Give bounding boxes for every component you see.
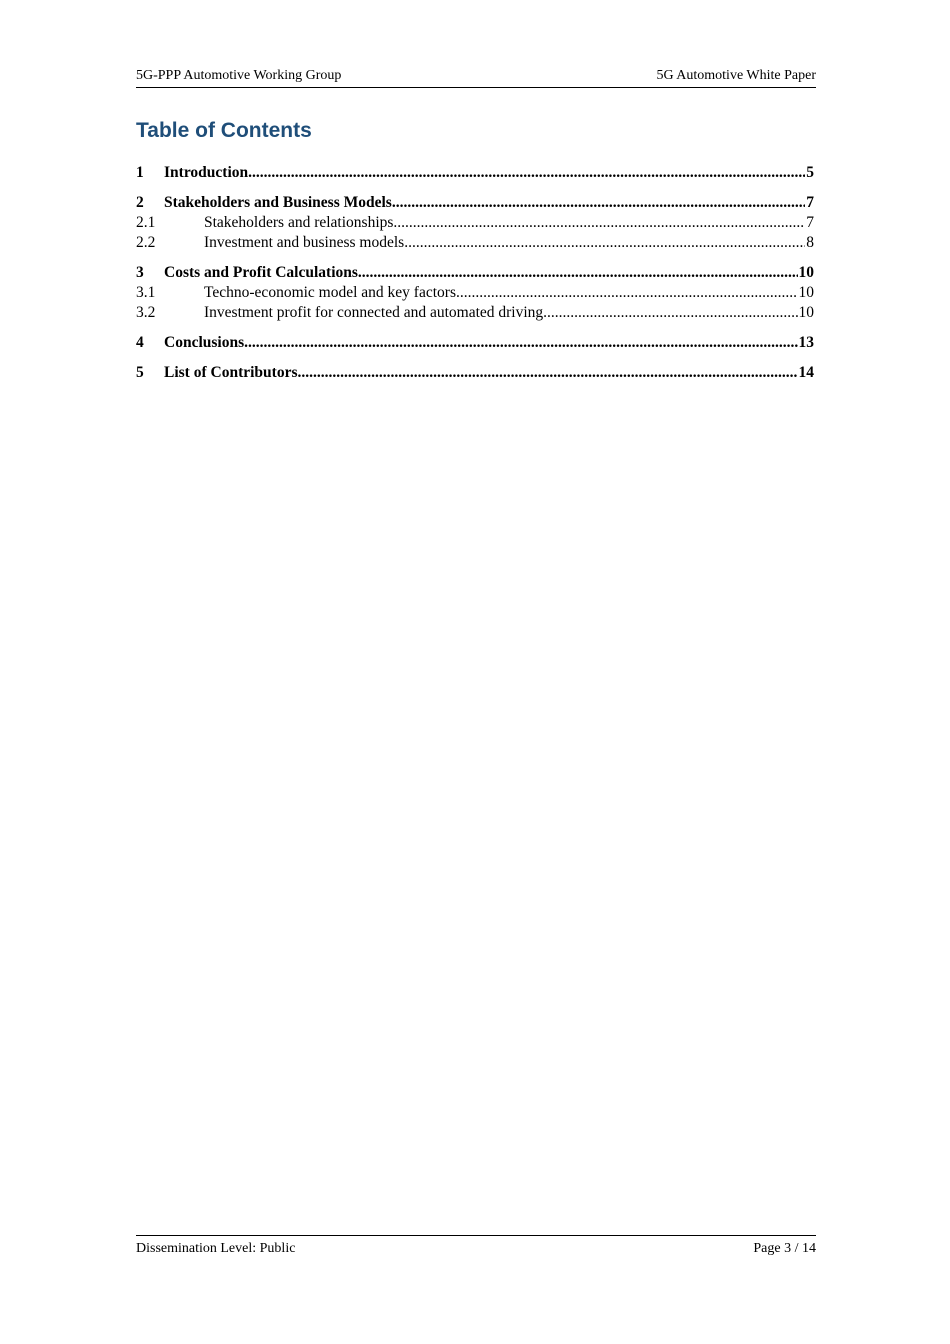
toc-entry-number: 2	[136, 194, 144, 211]
toc-leader-dots	[358, 263, 798, 283]
toc-leader-dots	[248, 163, 805, 183]
toc-entry-page: 13	[798, 334, 814, 351]
toc-entry-number: 5	[136, 364, 144, 381]
toc-leader-dots	[393, 213, 805, 233]
toc-entry-page: 10	[798, 284, 814, 301]
toc-entry-investment-business-models[interactable]	[136, 233, 814, 253]
footer-page-number: Page 3 / 14	[753, 1241, 816, 1256]
toc-entry-label: Techno-economic model and key factors	[204, 284, 456, 301]
toc-entry-page: 8	[806, 234, 814, 251]
toc-entry-number: 3.1	[136, 284, 156, 301]
toc-leader-dots	[297, 363, 797, 383]
toc-entry-page: 5	[806, 164, 814, 181]
toc-entry-label: Stakeholders and relationships	[204, 214, 394, 231]
toc-title: Table of Contents	[136, 119, 312, 142]
toc-leader-dots	[244, 333, 797, 353]
toc-leader-dots	[392, 193, 805, 213]
toc-entry-page: 10	[798, 304, 814, 321]
page-header	[136, 68, 816, 88]
toc-entry-number: 2.1	[136, 214, 156, 231]
toc-entry-label: Conclusions	[164, 334, 245, 351]
toc-entry-number: 2.2	[136, 234, 156, 251]
toc-entry-label: Investment and business models	[204, 234, 405, 251]
toc-entry-page: 7	[806, 194, 814, 211]
toc-entry-number: 4	[136, 334, 144, 351]
toc-entry-label: Introduction	[164, 164, 249, 181]
toc-leader-dots	[543, 303, 797, 323]
toc-entry-introduction[interactable]	[136, 163, 814, 183]
toc-entry-page: 10	[798, 264, 814, 281]
toc-entry-number: 3.2	[136, 304, 156, 321]
toc-leader-dots	[456, 283, 798, 303]
toc-entry-page: 7	[806, 214, 814, 231]
toc-entry-costs-profit-calculations[interactable]	[136, 263, 814, 283]
toc-entry-stakeholders-business-models[interactable]	[136, 193, 814, 213]
toc-entry-page: 14	[798, 364, 814, 381]
header-group-name: 5G-PPP Automotive Working Group	[136, 68, 342, 83]
footer-dissemination-level: Dissemination Level: Public	[136, 1241, 296, 1256]
toc-entry-label: Costs and Profit Calculations	[164, 264, 358, 281]
toc-leader-dots	[404, 233, 805, 253]
toc-entry-number: 1	[136, 164, 144, 181]
table-of-contents	[136, 163, 814, 383]
toc-entry-stakeholders-relationships[interactable]	[136, 213, 814, 233]
toc-entry-label: List of Contributors	[164, 364, 298, 381]
header-document-title: 5G Automotive White Paper	[656, 68, 816, 83]
toc-entry-number: 3	[136, 264, 144, 281]
toc-entry-list-of-contributors[interactable]	[136, 363, 814, 383]
toc-entry-label: Stakeholders and Business Models	[164, 194, 392, 211]
toc-entry-label: Investment profit for connected and automated driving	[204, 304, 544, 321]
toc-entry-investment-profit[interactable]	[136, 303, 814, 323]
toc-entry-conclusions[interactable]	[136, 333, 814, 353]
toc-entry-techno-economic-model[interactable]	[136, 283, 814, 303]
page-footer	[136, 1235, 816, 1258]
